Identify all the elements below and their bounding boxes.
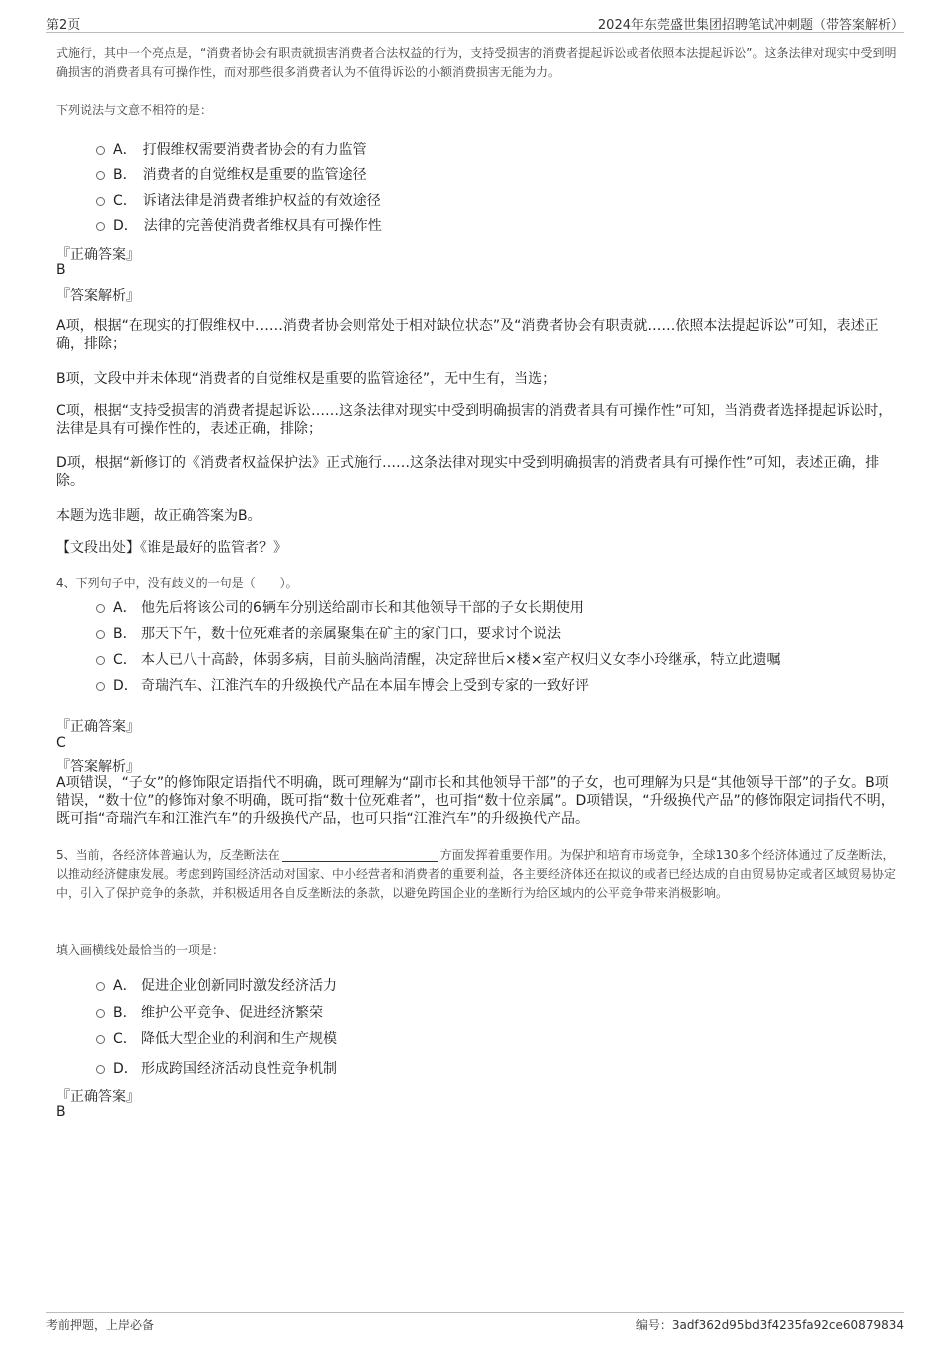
q5-answer: B [56, 1104, 66, 1120]
page-number: 第2页 [46, 18, 81, 33]
fill-in-blank [282, 850, 438, 862]
q3-option-b[interactable]: B． 消费者的自觉维权是重要的监管途径 [96, 164, 367, 184]
q3-option-c[interactable]: C． 诉诸法律是消费者维护权益的有效途径 [96, 190, 381, 210]
q4-answer-heading: 『正确答案』 [56, 719, 140, 735]
q4-option-b[interactable]: B． 那天下午，数十位死难者的亲属聚集在矿主的家门口，要求讨个说法 [96, 623, 561, 643]
q3-conclusion: 本题为选非题，故正确答案为B。 [56, 508, 262, 524]
page-header [46, 14, 904, 33]
q4-option-d[interactable]: D． 奇瑞汽车、江淮汽车的升级换代产品在本届车博会上受到专家的一致好评 [96, 675, 589, 695]
q3-prompt-block [56, 101, 902, 120]
q5-option-d[interactable]: D． 形成跨国经济活动良性竞争机制 [96, 1058, 337, 1078]
q3-passage-block [56, 44, 902, 82]
radio-button-icon[interactable] [96, 222, 105, 231]
q5-option-a[interactable]: A． 促进企业创新同时激发经济活力 [96, 975, 337, 995]
q3-answer: B [56, 262, 66, 278]
q4-analysis: A项错误，“子女”的修饰限定语指代不明确，既可理解为“副市长和其他领导干部”的子女，也可理解为只是“其他领导干部”的子女。B项错误，“数十位”的修饰对象不明确，既可指“数十位死难者”，也可指“数十位亲属”。D项错误，“升级换代产品”的修饰限定词指代不明，既可指“奇瑞汽车和江淮汽车”的升级换代产品，也可只指“江淮汽车”的升级换代产品。 [56, 775, 895, 827]
q5-stem-block [56, 846, 902, 903]
q3-option-a[interactable]: A． 打假维权需要消费者协会的有力监管 [96, 139, 367, 159]
q5-answer-heading: 『正确答案』 [56, 1089, 140, 1105]
document-code: 编号：3adf362d95bd3f4235fa92ce60879834 [635, 1318, 904, 1332]
document-title: 2024年东莞盛世集团招聘笔试冲刺题（带答案解析） [597, 18, 904, 33]
q4-answer: C [56, 735, 66, 751]
q3-analysis-d: D项，根据“新修订的《消费者权益保护法》正式施行……这条法律对现实中受到明确损害的消费者具有可操作性”可知，表述正确，排除。 [56, 455, 880, 489]
q5-prompt: 填入画横线处最恰当的一项是： [56, 943, 225, 957]
radio-button-icon[interactable] [96, 197, 105, 206]
q5-option-b[interactable]: B． 维护公平竞争、促进经济繁荣 [96, 1002, 323, 1022]
q3-analysis-c: C项，根据“支持受损害的消费者提起诉讼……这条法律对现实中受到明确损害的消费者具有可操作性”可知，当消费者选择提起诉讼时，法律是具有可操作性的，表述正确，排除； [56, 403, 893, 437]
radio-button-icon[interactable] [96, 146, 105, 155]
q4-stem-block [56, 574, 902, 593]
q3-answer-heading: 『正确答案』 [56, 247, 140, 263]
q3-passage: 式施行，其中一个亮点是，“消费者协会有职责就损害消费者合法权益的行为，支持受损害的消费者提起诉讼或者依照本法提起诉讼”。这条法律对现实中受到明确损害的消费者具有可操作性，而对那些很多消费者认为不值得诉讼的小额消费损害无能为力。 [56, 46, 897, 79]
radio-button-icon[interactable] [96, 682, 105, 691]
q3-analysis-heading: 『答案解析』 [56, 288, 140, 304]
q4-option-c[interactable]: C． 本人已八十高龄，体弱多病，目前头脑尚清醒，决定辞世后×楼×室产权归义女李小玲继承，特立此遗嘱 [96, 649, 780, 669]
q5-stem: 5、当前，各经济体普遍认为，反垄断法在 方面发挥着重要作用。为保护和培育市场竞争，全球130多个经济体通过了反垄断法，以推动经济健康发展。考虑到跨国经济活动对国家、中小经营者和消费者的重要利益，各主要经济体还在拟议的或者已经达成的自由贸易协定或者区域贸易协定中，引入了保护竞争的条款，并积极适用各自反垄断法的条款，以避免跨国企业的垄断行为给区域内的公平竞争带来消极影响。 [56, 848, 897, 900]
radio-button-icon[interactable] [96, 1009, 105, 1018]
radio-button-icon[interactable] [96, 656, 105, 665]
q3-analysis-a: A项，根据“在现实的打假维权中……消费者协会则常处于相对缺位状态”及“消费者协会有职责就……依照本法提起诉讼”可知，表述正确，排除； [56, 318, 879, 352]
q3-prompt: 下列说法与文意不相符的是： [56, 103, 213, 117]
q3-option-d[interactable]: D． 法律的完善使消费者维权具有可操作性 [96, 215, 382, 235]
q5-prompt-block [56, 941, 902, 960]
footer-slogan: 考前押题，上岸必备 [46, 1318, 155, 1332]
q4-analysis-heading: 『答案解析』 [56, 759, 140, 775]
q5-option-c[interactable]: C． 降低大型企业的利润和生产规模 [96, 1028, 337, 1048]
q4-stem: 4、下列句子中，没有歧义的一句是（ ）。 [56, 576, 298, 590]
radio-button-icon[interactable] [96, 171, 105, 180]
radio-button-icon[interactable] [96, 630, 105, 639]
page-footer [46, 1312, 904, 1335]
q3-analysis-b: B项，文段中并未体现“消费者的自觉维权是重要的监管途径”，无中生有，当选； [56, 371, 557, 387]
radio-button-icon[interactable] [96, 982, 105, 991]
q4-option-a[interactable]: A． 他先后将该公司的6辆车分别送给副市长和其他领导干部的子女长期使用 [96, 597, 584, 617]
radio-button-icon[interactable] [96, 1035, 105, 1044]
radio-button-icon[interactable] [96, 604, 105, 613]
q3-source: 【文段出处】《谁是最好的监管者？》 [56, 540, 287, 556]
radio-button-icon[interactable] [96, 1065, 105, 1074]
